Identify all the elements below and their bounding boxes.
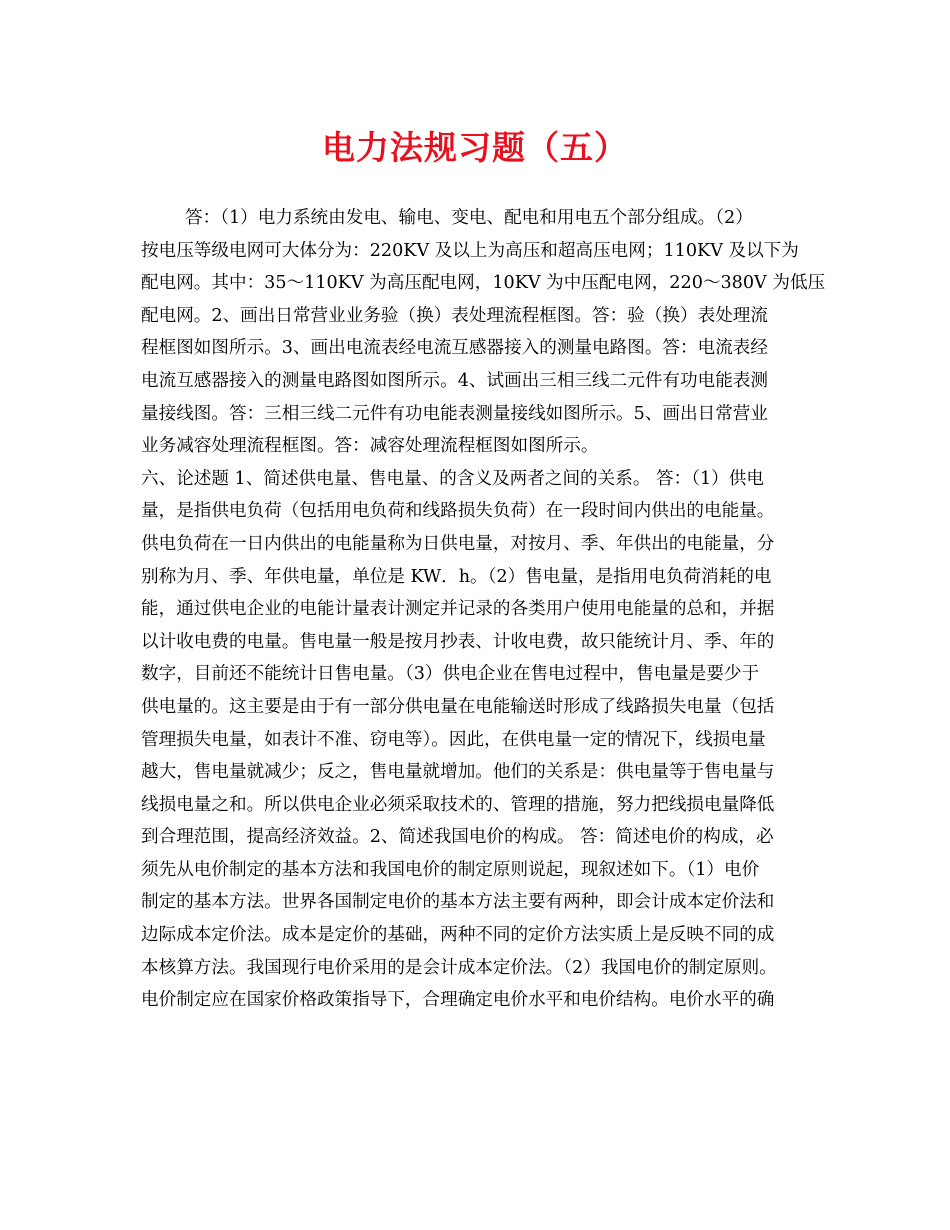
body-line: 配电网。其中：35～110KV 为高压配电网，10KV 为中压配电网，220～380V 为低压 bbox=[141, 273, 826, 294]
body-line: 电价制定应在国家价格政策指导下，合理确定电价水平和电价结构。电价水平的确 bbox=[141, 990, 775, 1011]
body-line: 管理损失电量，如表计不准、窃电等）。因此，在供电量一定的情况下，线损电量 bbox=[141, 729, 766, 750]
document-body bbox=[141, 202, 831, 1017]
body-line: 别称为月、季、年供电量，单位是 KW．h。（2）售电量，是指用电负荷消耗的电 bbox=[141, 566, 772, 587]
body-line: 本核算方法。我国现行电价采用的是会计成本定价法。（2）我国电价的制定原则。 bbox=[141, 957, 777, 978]
body-line: 程框图如图所示。3、画出电流表经电流互感器接入的测量电路图。答：电流表经 bbox=[141, 338, 768, 359]
body-line: 配电网。2、画出日常营业业务验（换）表处理流程框图。答：验（换）表处理流 bbox=[141, 305, 768, 326]
body-line: 答：（1）电力系统由发电、输电、变电、配电和用电五个部分组成。（2） bbox=[185, 208, 753, 228]
body-line: 量，是指供电负荷（包括用电负荷和线路损失负荷）在一段时间内供出的电能量。 bbox=[141, 501, 775, 522]
body-line: 边际成本定价法。成本是定价的基础，两种不同的定价方法实质上是反映不同的成 bbox=[141, 925, 775, 946]
body-line: 量接线图。答：三相三线二元件有功电能表测量接线如图所示。5、画出日常营业 bbox=[141, 403, 768, 424]
body-line: 业务减容处理流程框图。答：减容处理流程框图如图所示。 bbox=[141, 436, 599, 457]
body-line: 以计收电费的电量。售电量一般是按月抄表、计收电费，故只能统计月、季、年的 bbox=[141, 631, 775, 652]
body-line: 线损电量之和。所以供电企业必须采取技术的、管理的措施，努力把线损电量降低 bbox=[141, 794, 775, 815]
document-title: 电力法规习题（五） bbox=[322, 128, 628, 167]
body-line: 按电压等级电网可大体分为：220KV 及以上为高压和超高压电网；110KV 及以下为 bbox=[141, 240, 799, 261]
body-line: 能，通过供电企业的电能计量表计测定并记录的各类用户使用电能量的总和，并据 bbox=[141, 599, 775, 620]
body-line: 供电量的。这主要是由于有一部分供电量在电能输送时形成了线路损失电量（包括 bbox=[141, 696, 775, 717]
body-line: 数字，目前还不能统计日售电量。（3）供电企业在售电过程中，售电量是要少于 bbox=[141, 664, 760, 685]
body-line: 供电负荷在一日内供出的电能量称为日供电量，对按月、季、年供出的电能量，分 bbox=[141, 533, 775, 554]
body-line: 制定的基本方法。世界各国制定电价的基本方法主要有两种，即会计成本定价法和 bbox=[141, 892, 775, 913]
body-line: 六、论述题 1、简述供电量、售电量、的含义及两者之间的关系。 答：（1）供电 bbox=[141, 468, 764, 489]
body-line: 到合理范围，提高经济效益。2、简述我国电价的构成。 答：简述电价的构成，必 bbox=[141, 827, 774, 848]
body-line: 越大，售电量就减少；反之，售电量就增加。他们的关系是：供电量等于售电量与 bbox=[141, 762, 775, 783]
body-line: 须先从电价制定的基本方法和我国电价的制定原则说起，现叙述如下。（1）电价 bbox=[141, 859, 760, 880]
body-line: 电流互感器接入的测量电路图如图所示。4、试画出三相三线二元件有功电能表测 bbox=[141, 370, 768, 391]
